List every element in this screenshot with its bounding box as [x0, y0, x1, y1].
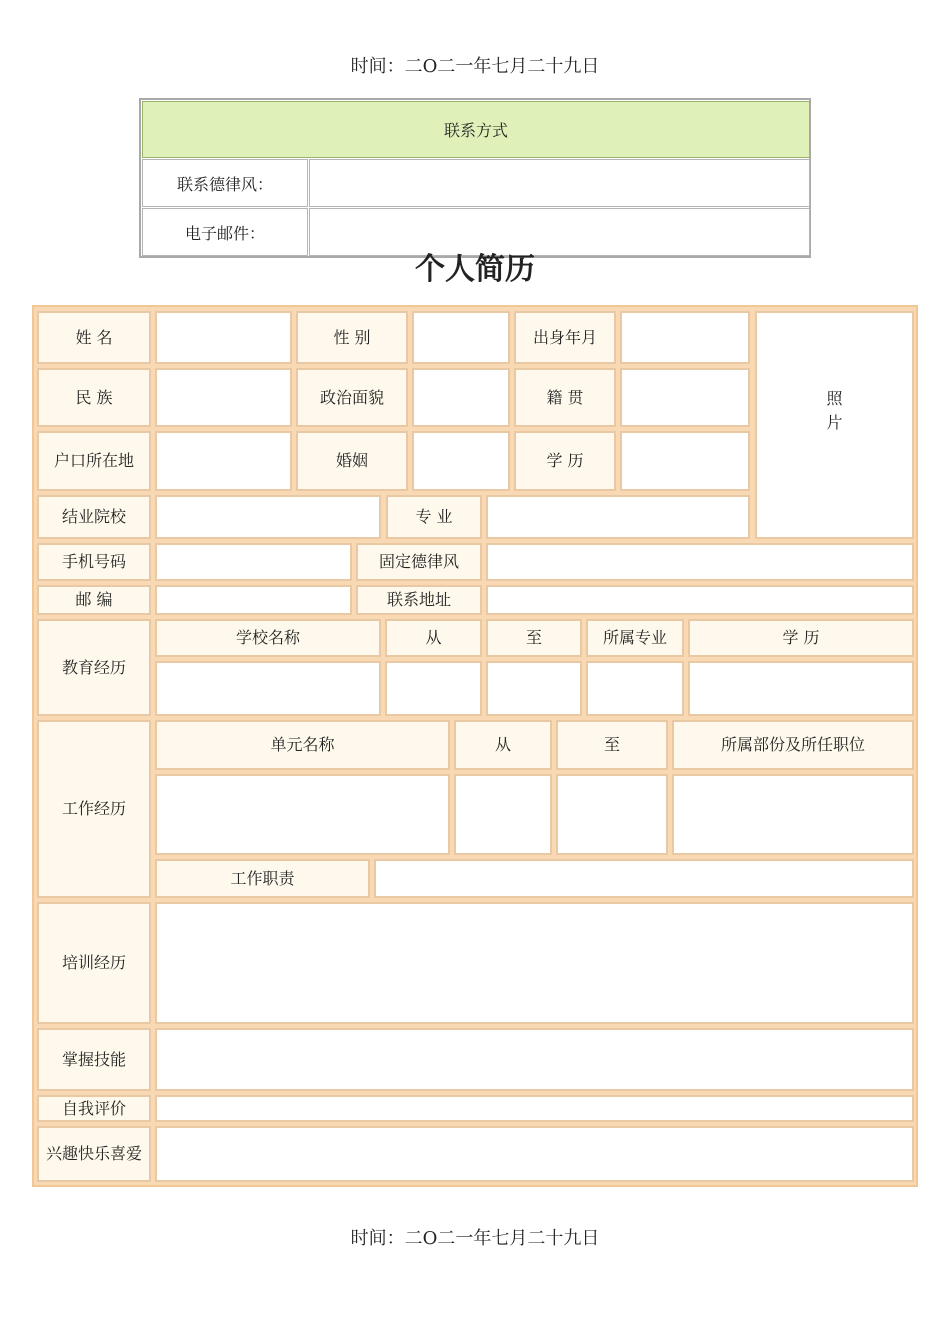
- work-to-field[interactable]: [556, 774, 668, 855]
- education-from-field[interactable]: [385, 661, 482, 716]
- contact-phone-field[interactable]: [309, 159, 810, 207]
- degree-label: 学 历: [514, 431, 616, 491]
- work-duties-label: 工作职责: [155, 859, 370, 898]
- education-major-field[interactable]: [586, 661, 684, 716]
- contact-email-label: 电子邮件：: [142, 208, 308, 256]
- education-header-major: 所属专业: [586, 619, 684, 657]
- ethnicity-field[interactable]: [155, 368, 292, 427]
- marriage-label: 婚姻: [296, 431, 408, 491]
- graduated-school-field[interactable]: [155, 495, 381, 539]
- education-header-from: 从: [385, 619, 482, 657]
- photo-label-line2: 片: [826, 413, 843, 432]
- address-field[interactable]: [486, 585, 914, 615]
- postcode-field[interactable]: [155, 585, 352, 615]
- marriage-field[interactable]: [412, 431, 510, 491]
- household-label: 户口所在地: [37, 431, 151, 491]
- postcode-label: 邮 编: [37, 585, 151, 615]
- education-header-degree: 学 历: [688, 619, 914, 657]
- work-duties-field[interactable]: [374, 859, 914, 898]
- work-label: 工作经历: [37, 720, 151, 898]
- gender-field[interactable]: [412, 311, 510, 364]
- work-header-from: 从: [454, 720, 552, 770]
- contact-phone-label: 联系德律风：: [142, 159, 308, 207]
- ethnicity-label: 民 族: [37, 368, 151, 427]
- degree-field[interactable]: [620, 431, 750, 491]
- education-header-to: 至: [486, 619, 582, 657]
- name-label: 姓 名: [37, 311, 151, 364]
- major-field[interactable]: [486, 495, 750, 539]
- landline-label: 固定德律风: [356, 543, 482, 581]
- contact-table: [139, 98, 811, 258]
- mobile-field[interactable]: [155, 543, 352, 581]
- work-from-field[interactable]: [454, 774, 552, 855]
- photo-label: [826, 387, 842, 435]
- self-eval-label: 自我评价: [37, 1095, 151, 1122]
- work-header-position: 所属部份及所任职位: [672, 720, 914, 770]
- work-position-field[interactable]: [672, 774, 914, 855]
- photo-label-line1: 照: [826, 389, 843, 408]
- education-school-field[interactable]: [155, 661, 381, 716]
- contact-heading: 联系方式: [142, 101, 810, 158]
- education-to-field[interactable]: [486, 661, 582, 716]
- education-label: 教育经历: [37, 619, 151, 716]
- photo-box[interactable]: [755, 311, 914, 539]
- skills-field[interactable]: [155, 1028, 914, 1091]
- birth-label: 出身年月: [514, 311, 616, 364]
- work-unit-field[interactable]: [155, 774, 450, 855]
- hobbies-label: 兴趣快乐喜爱: [37, 1126, 151, 1182]
- self-eval-field[interactable]: [155, 1095, 914, 1122]
- gender-label: 性 别: [296, 311, 408, 364]
- hobbies-field[interactable]: [155, 1126, 914, 1182]
- education-degree-field[interactable]: [688, 661, 914, 716]
- skills-label: 掌握技能: [37, 1028, 151, 1091]
- footer-date: 时间：二O二一年七月二十九日: [350, 1228, 600, 1249]
- household-field[interactable]: [155, 431, 292, 491]
- graduated-school-label: 结业院校: [37, 495, 151, 539]
- header-date: 时间：二O二一年七月二十九日: [350, 56, 600, 77]
- training-field[interactable]: [155, 902, 914, 1024]
- native-place-field[interactable]: [620, 368, 750, 427]
- address-label: 联系地址: [356, 585, 482, 615]
- mobile-label: 手机号码: [37, 543, 151, 581]
- work-header-unit: 单元名称: [155, 720, 450, 770]
- education-header-school: 学校名称: [155, 619, 381, 657]
- name-field[interactable]: [155, 311, 292, 364]
- landline-field[interactable]: [486, 543, 914, 581]
- native-place-label: 籍 贯: [514, 368, 616, 427]
- work-header-to: 至: [556, 720, 668, 770]
- political-label: 政治面貌: [296, 368, 408, 427]
- political-field[interactable]: [412, 368, 510, 427]
- training-label: 培训经历: [37, 902, 151, 1024]
- contact-email-field[interactable]: [309, 208, 810, 256]
- page-title: 个人简历: [415, 252, 535, 287]
- birth-field[interactable]: [620, 311, 750, 364]
- major-label: 专 业: [386, 495, 482, 539]
